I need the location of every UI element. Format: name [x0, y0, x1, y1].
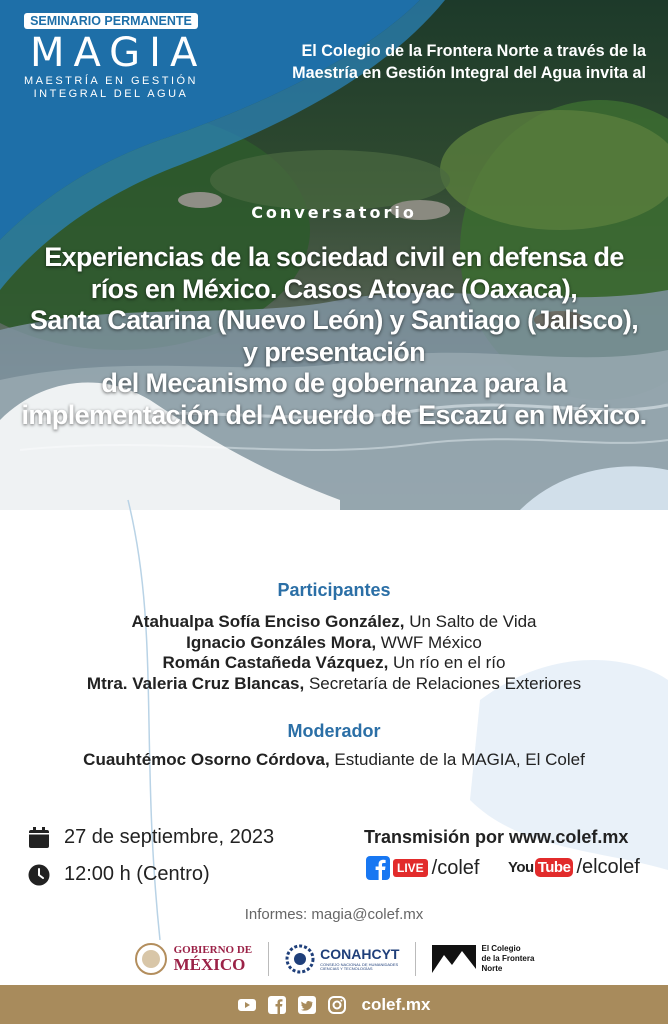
invitation-line-2: Maestría en Gestión Integral del Agua invita al [292, 64, 646, 82]
facebook-icon[interactable] [268, 996, 286, 1014]
footer-bar [0, 985, 668, 1024]
logo-divider [415, 942, 416, 976]
youtube-logo-you: You [508, 859, 534, 876]
youtube-handle[interactable] [508, 856, 640, 879]
mexico-seal-icon [134, 942, 168, 976]
colef-line-1: El Colegio [481, 944, 521, 953]
stream-text: Transmisión por www.colef.mx [364, 827, 629, 847]
event-title [0, 242, 668, 431]
participant-org: Un río en el río [388, 653, 506, 672]
colef-line-3: Norte [481, 964, 503, 973]
moderator-line [0, 750, 668, 771]
time-text: 12:00 h (Centro) [64, 863, 210, 885]
magia-logo [22, 10, 207, 101]
participant-org: Secretaría de Relaciones Exteriores [304, 673, 582, 693]
youtube-logo [508, 858, 573, 877]
seminario-badge: SEMINARIO PERMANENTE [24, 13, 198, 29]
event-date [28, 826, 274, 849]
gob-line-1: GOBIERNO DE [173, 944, 253, 956]
magia-wordmark: MAGIA [30, 30, 207, 76]
participant-name: Mtra. Valeria Cruz Blancas, [86, 673, 305, 693]
participant-item [0, 653, 668, 674]
contact-info: Informes: magia@colef.mx [244, 906, 424, 923]
participant-item [0, 633, 668, 654]
youtube-logo-tube: Tube [535, 858, 574, 877]
youtube-icon[interactable] [238, 996, 256, 1014]
event-time [28, 863, 210, 886]
conahcyt-sub-2: CIENCIAS Y TECNOLOGÍAS [320, 966, 373, 971]
invitation-line-1: El Colegio de la Frontera Norte a través de la [301, 42, 646, 60]
participant-item [0, 674, 668, 695]
magia-subtitle-1: MAESTRÍA EN GESTIÓN [23, 75, 199, 87]
instagram-icon[interactable] [328, 996, 346, 1014]
facebook-icon [366, 856, 390, 880]
twitter-icon[interactable] [298, 996, 316, 1014]
youtube-handle-text: /elcolef [576, 856, 640, 878]
conahcyt-sub-1: CONSEJO NACIONAL DE HUMANIDADES [320, 962, 399, 967]
participant-org: WWF México [376, 632, 482, 652]
facebook-handle: /colef [431, 856, 480, 879]
event-title-line: y presentación [242, 336, 426, 367]
invitation-text [236, 40, 646, 84]
conahcyt-name: CONAHCYT [320, 946, 400, 962]
live-badge: LIVE [393, 859, 428, 877]
facebook-live-handle[interactable] [366, 856, 479, 880]
moderator-heading: Moderador [287, 721, 381, 741]
colef-logo [432, 944, 534, 974]
clock-icon [28, 864, 50, 886]
moderator-org: Estudiante de la MAGIA, El Colef [329, 750, 585, 769]
participant-name: Román Castañeda Vázquez, [162, 653, 389, 672]
participants-list [0, 612, 668, 694]
event-title-line: Santa Catarina (Nuevo León) y Santiago (Jalisco), [29, 305, 639, 335]
gobierno-mexico-logo [134, 942, 253, 976]
event-title-line: Experiencias de la sociedad civil en defensa de [44, 242, 624, 272]
magia-subtitle-2: INTEGRAL DEL AGUA [33, 88, 189, 100]
event-kicker: Conversatorio [251, 203, 417, 222]
colef-line-2: de la Frontera [481, 954, 535, 963]
calendar-icon [28, 827, 50, 849]
participant-name: Atahualpa Sofía Enciso González, [131, 612, 405, 631]
participant-name: Ignacio Gonzáles Mora, [186, 632, 377, 652]
participants-heading: Participantes [277, 580, 391, 600]
event-title-line: ríos en México. Casos Atoyac (Oaxaca), [90, 273, 578, 304]
gob-line-2: MÉXICO [173, 955, 246, 974]
event-title-line: implementación del Acuerdo de Escazú en México. [21, 399, 647, 430]
participant-item [0, 612, 668, 633]
conahcyt-logo [285, 944, 399, 974]
sponsor-logos [0, 933, 668, 985]
logo-divider [268, 942, 269, 976]
footer-url[interactable]: colef.mx [361, 994, 431, 1014]
hero-river-photo [0, 0, 668, 510]
colef-mountain-icon [432, 945, 476, 973]
event-title-line: del Mecanismo de gobernanza para la [101, 368, 567, 398]
conahcyt-emblem-icon [285, 944, 315, 974]
moderator-name: Cuauhtémoc Osorno Córdova, [83, 750, 330, 769]
participant-org: Un Salto de Vida [404, 612, 537, 631]
date-text: 27 de septiembre, 2023 [64, 826, 275, 848]
